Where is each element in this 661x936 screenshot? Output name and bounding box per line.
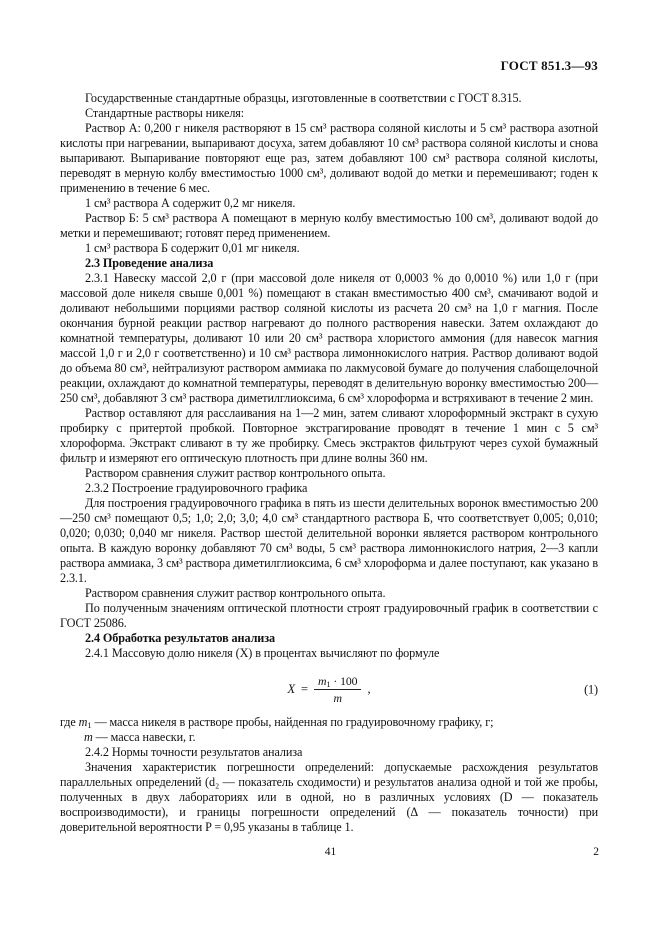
- section-subheading: 2.3.2 Построение градуировочного графика: [85, 481, 308, 495]
- paragraph: Стандартные растворы никеля:: [85, 106, 245, 120]
- section-heading: 2.3 Проведение анализа: [85, 256, 214, 270]
- equals-sign: =: [301, 681, 308, 696]
- paragraph: 1 см³ раствора А содержит 0,2 мг никеля.: [85, 196, 296, 210]
- formula-numerator: [314, 674, 362, 690]
- paragraph: Государственные стандартные образцы, изготовленные в соответствии с ГОСТ 8.315.: [85, 91, 522, 105]
- definition-line: [60, 730, 598, 745]
- numerator-variable: m: [317, 674, 327, 688]
- doc-number: ГОСТ 851.3—93: [500, 58, 598, 73]
- page-number-folio: 41: [324, 846, 337, 858]
- page-number-sheet: 2: [593, 846, 599, 858]
- definition-prefix: где: [60, 715, 79, 730]
- definition-line: [60, 715, 598, 730]
- formula-denominator: [334, 690, 342, 705]
- equation-number: (1): [584, 682, 598, 697]
- paragraph: Раствором сравнения служит раствор контрольного опыта.: [85, 466, 386, 480]
- definition-text: — масса навески, г.: [92, 730, 196, 745]
- paragraph: 2.4.1 Массовую долю никеля (X) в процентах вычисляют по формуле: [85, 646, 440, 660]
- formula-comma: ,: [367, 681, 371, 696]
- paragraph: Значения характеристик погрешности определений: допускаемые расхождения результатов параллельных определений (d₂ — показатель сходимости) и результатов анализа одной и той же пробы, полученных в двух лабораториях или в одной, но в различных условиях (D — показатель воспроизводимости), и границы погрешности определений (Δ — показатель точности) при доверительной вероятности P = 0,95 указаны в таблице 1.: [60, 760, 598, 835]
- text-body: [60, 91, 598, 835]
- paragraph: 1 см³ раствора Б содержит 0,01 мг никеля.: [85, 241, 300, 255]
- definition-text: — масса никеля в растворе пробы, найденная по градуировочному графику, г;: [91, 715, 494, 730]
- numerator-factor: · 100: [330, 674, 358, 688]
- paragraph: 2.3.1 Навеску массой 2,0 г (при массовой доле никеля от 0,0003 % до 0,0010 %) или 1,0 г (при массовой доле никеля свыше 0,001 %) помещают в стакан вместимостью 400 см³, смачивают водой и доливают небольшими порциями раствор соляной кислоты из расчета 20 см³ на 1,0 г магния. После окончания бурной реакции раствор нагревают до полного растворения навески. Затем охлаждают до комнатной температуры, доливают 10 или 20 см³ раствора хлористого аммония (для навесок магния массой 1,0 г и 2,0 г соответственно) и 10 см³ раствора лимоннокислого натрия. Раствор доливают водой до объема 80 см³, нейтрализуют раствором аммиака по лакмусовой бумаге до получения слабощелочной реакции, охлаждают до комнатной температуры, переводят в делительную воронку вместимостью 200— 250 см³, добавляют 3 см³ раствора диметилглиоксима, 6 см³ хлороформа и встряхивают в течение 2 мин.: [60, 271, 598, 405]
- numerator-subscript: 1: [326, 679, 331, 689]
- denominator-variable: m: [333, 691, 342, 706]
- paragraph: Раствор оставляют для расслаивания на 1—2 мин, затем сливают хлороформный экстракт в сухую пробирку с притертой пробкой. Повторное экстрагирование проводят в течение 1 мин с 5 см³ хлороформа. Экстракт сливают в ту же пробирку. Смесь экстрактов фильтруют через сухой бумажный фильтр и измеряют его оптическую плотность при длине волны 360 нм.: [60, 406, 598, 465]
- definition-symbol: m: [84, 730, 93, 745]
- definition-symbol: m: [78, 715, 88, 730]
- formula-lhs: X: [287, 681, 296, 696]
- formula-fraction: [314, 674, 362, 705]
- definition-subscript: 1: [87, 720, 92, 731]
- paragraph: Для построения градуировочного графика в пять из шести делительных воронок вместимостью 200—250 см³ помещают 0,5; 1,0; 2,0; 3,0; 4,0 см³ стандартного раствора Б, что соответствует 0,005; 0,010; 0,020; 0,030; 0,040 мг никеля. Раствор шестой делительной воронки является раствором контрольного опыта. В каждую воронку добавляют 70 см³ воды, 5 см³ раствора лимоннокислого натрия, 2—3 капли раствора аммиака, 3 см³ раствора диметилглиоксима, 6 см³ хлороформа и далее поступают, как указано в 2.3.1.: [60, 496, 598, 585]
- paragraph: Раствор Б: 5 см³ раствора А помещают в мерную колбу вместимостью 100 см³, доливают водой до метки и перемешивают; готовят перед применением.: [60, 211, 598, 240]
- paragraph: Раствором сравнения служит раствор контрольного опыта.: [85, 586, 386, 600]
- formula: [60, 674, 598, 705]
- section-heading: 2.4 Обработка результатов анализа: [85, 631, 276, 645]
- paragraph: Раствор А: 0,200 г никеля растворяют в 15 см³ раствора соляной кислоты и 5 см³ раствора азотной кислоты при нагревании, выпаривают досуха, затем добавляют 10 см³ раствора соляной кислоты и снова выпаривают. Выпаривание повторяют еще раз, затем добавляют 100 см³ раствора соляной кислоты, переводят в мерную колбу вместимостью 1000 см³, доливают водой до метки и перемешивают; годен к применению в течение 6 мес.: [60, 121, 598, 195]
- paragraph: По полученным значениям оптической плотности строят градуировочный график в соответствии с ГОСТ 25086.: [60, 601, 598, 630]
- equation: [287, 674, 370, 705]
- section-subheading: 2.4.2 Нормы точности результатов анализа: [85, 745, 303, 760]
